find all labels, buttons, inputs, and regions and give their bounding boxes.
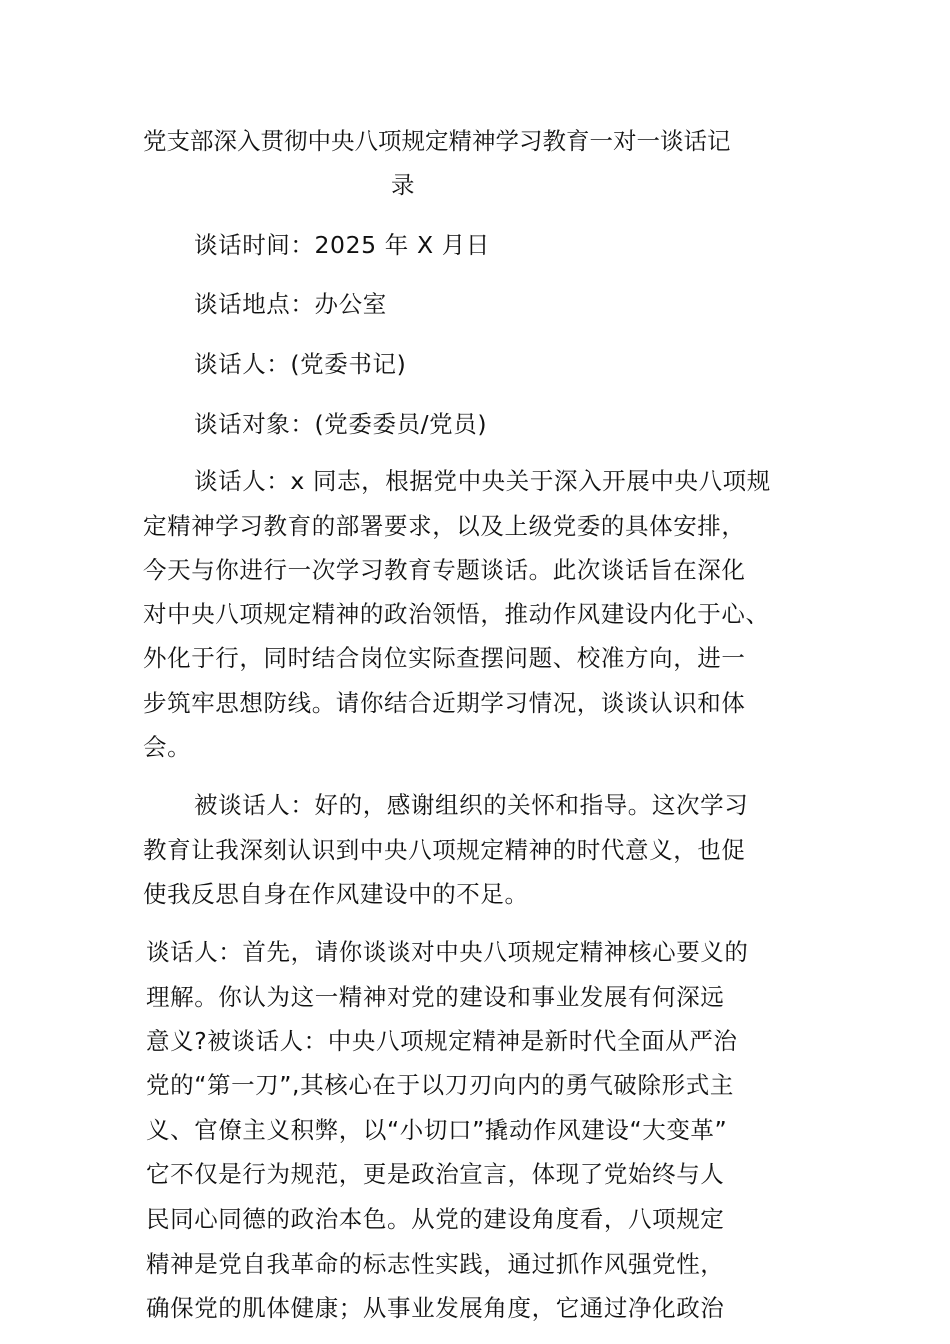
meta-target: 谈话对象：(党委委员/党员) bbox=[194, 410, 488, 438]
paragraph-3-line: 义、官僚主义积弊，以“小切口”撬动作风建设“大变革” bbox=[146, 1116, 728, 1144]
paragraph-1-line: 谈话人：x 同志，根据党中央关于深入开展中央八项规 bbox=[194, 467, 771, 495]
paragraph-1-line: 外化于行，同时结合岗位实际查摆问题、校准方向，进一 bbox=[143, 644, 746, 672]
document-title-line-1: 党支部深入贯彻中央八项规定精神学习教育一对一谈话记 bbox=[143, 127, 731, 155]
paragraph-3-line: 谈话人：首先，请你谈谈对中央八项规定精神核心要义的 bbox=[146, 938, 749, 966]
paragraph-3-line: 确保党的肌体健康；从事业发展角度，它通过净化政治 bbox=[146, 1294, 725, 1322]
paragraph-3-line: 意义?被谈话人：中央八项规定精神是新时代全面从严治 bbox=[146, 1027, 738, 1055]
paragraph-1-line: 会。 bbox=[143, 733, 192, 761]
meta-speaker: 谈话人：(党委书记) bbox=[194, 350, 407, 378]
paragraph-3-line: 民同心同德的政治本色。从党的建设角度看，八项规定 bbox=[146, 1205, 725, 1233]
paragraph-2-line: 被谈话人：好的，感谢组织的关怀和指导。这次学习 bbox=[194, 791, 749, 819]
document-title-line-2: 录 bbox=[391, 171, 415, 199]
paragraph-1-line: 步筑牢思想防线。请你结合近期学习情况，谈谈认识和体 bbox=[143, 689, 746, 717]
meta-location: 谈话地点：办公室 bbox=[194, 290, 387, 318]
paragraph-2-line: 使我反思自身在作风建设中的不足。 bbox=[143, 880, 529, 908]
paragraph-1-line: 今天与你进行一次学习教育专题谈话。此次谈话旨在深化 bbox=[143, 556, 746, 584]
paragraph-2-line: 教育让我深刻认识到中央八项规定精神的时代意义，也促 bbox=[143, 836, 746, 864]
meta-time: 谈话时间：2025 年 X 月日 bbox=[194, 231, 490, 259]
paragraph-3-line: 党的“第一刀”,其核心在于以刀刃向内的勇气破除形式主 bbox=[146, 1071, 734, 1099]
paragraph-3-line: 理解。你认为这一精神对党的建设和事业发展有何深远 bbox=[146, 983, 725, 1011]
paragraph-3-line: 它不仅是行为规范，更是政治宣言，体现了党始终与人 bbox=[146, 1160, 725, 1188]
paragraph-1-line: 对中央八项规定精神的政治领悟，推动作风建设内化于心、 bbox=[143, 600, 770, 628]
paragraph-1-line: 定精神学习教育的部署要求，以及上级党委的具体安排， bbox=[143, 512, 746, 540]
paragraph-3-line: 精神是党自我革命的标志性实践，通过抓作风强党性， bbox=[146, 1250, 725, 1278]
